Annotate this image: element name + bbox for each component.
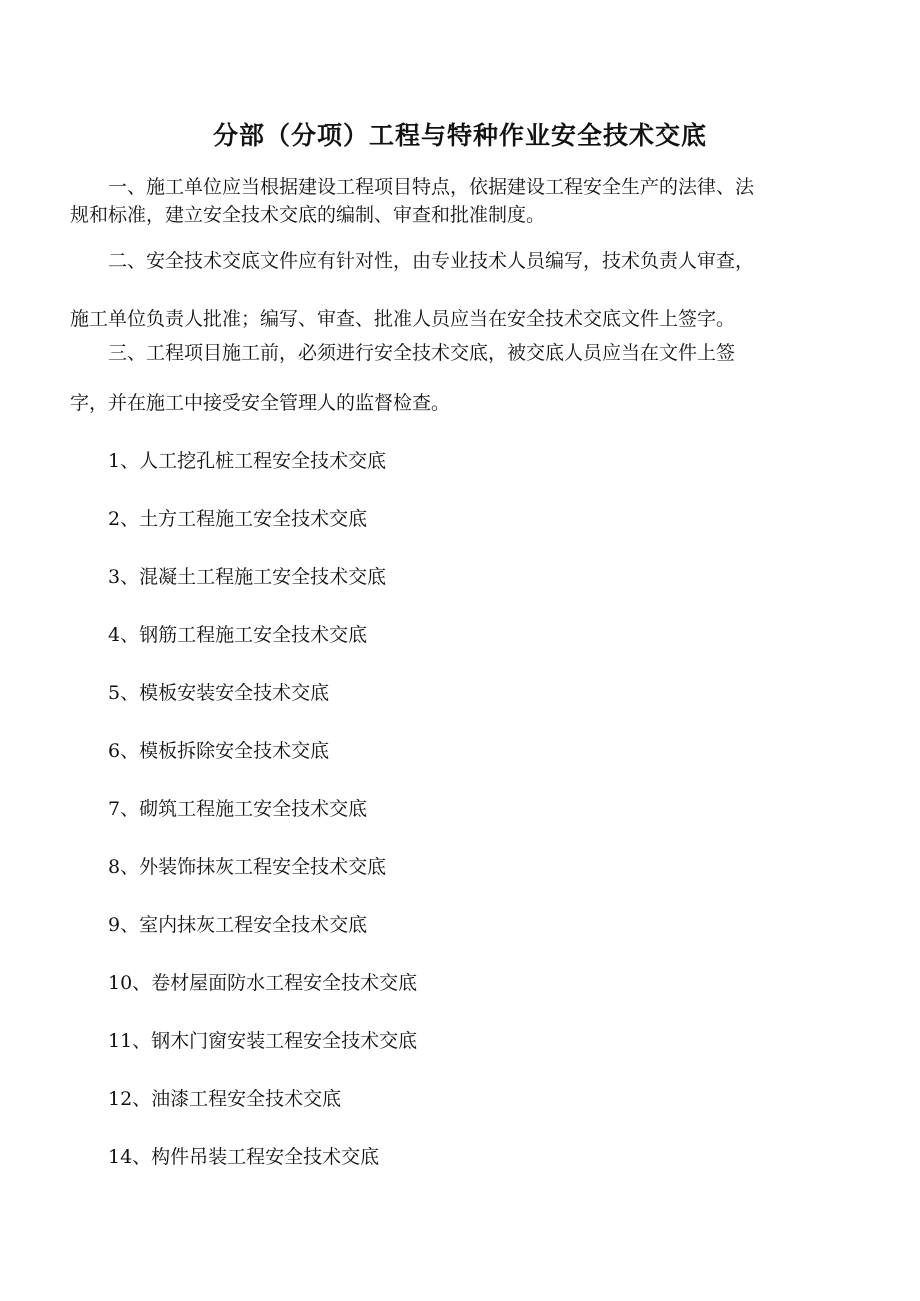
paragraph-1-line-1: 一、施工单位应当根据建设工程项目特点，依据建设工程安全生产的法律、法 — [108, 176, 755, 198]
safety-briefing-list — [108, 442, 808, 1196]
paragraph-2-line-2: 施工单位负责人批准；编写、审查、批准人员应当在安全技术交底文件上签字。 — [70, 308, 736, 330]
list-item: 12、油漆工程安全技术交底 — [108, 1088, 342, 1110]
list-item: 2、土方工程施工安全技术交底 — [108, 508, 368, 530]
paragraph-1 — [70, 173, 848, 229]
list-item: 14、构件吊装工程安全技术交底 — [108, 1146, 380, 1168]
list-item: 6、模板拆除安全技术交底 — [108, 740, 330, 762]
paragraph-3 — [70, 328, 848, 428]
list-item: 11、钢木门窗安装工程安全技术交底 — [108, 1030, 418, 1052]
list-item: 1、人工挖孔桩工程安全技术交底 — [108, 450, 387, 472]
paragraph-1-line-2: 规和标准，建立安全技术交底的编制、审查和批准制度。 — [70, 204, 546, 226]
list-item: 8、外装饰抹灰工程安全技术交底 — [108, 856, 387, 878]
paragraph-2-line-1: 二、安全技术交底文件应有针对性，由专业技术人员编写，技术负责人审查， — [108, 250, 755, 272]
list-item: 4、钢筋工程施工安全技术交底 — [108, 624, 368, 646]
list-item: 9、室内抹灰工程安全技术交底 — [108, 914, 368, 936]
list-item: 10、卷材屋面防水工程安全技术交底 — [108, 972, 418, 994]
list-item: 7、砌筑工程施工安全技术交底 — [108, 798, 368, 820]
paragraph-3-line-2: 字，并在施工中接受安全管理人的监督检查。 — [70, 392, 451, 414]
document-title: 分部（分项）工程与特种作业安全技术交底 — [212, 121, 707, 150]
paragraph-3-line-1: 三、工程项目施工前，必须进行安全技术交底，被交底人员应当在文件上签 — [108, 342, 736, 364]
list-item: 5、模板安装安全技术交底 — [108, 682, 330, 704]
list-item: 3、混凝土工程施工安全技术交底 — [108, 566, 387, 588]
